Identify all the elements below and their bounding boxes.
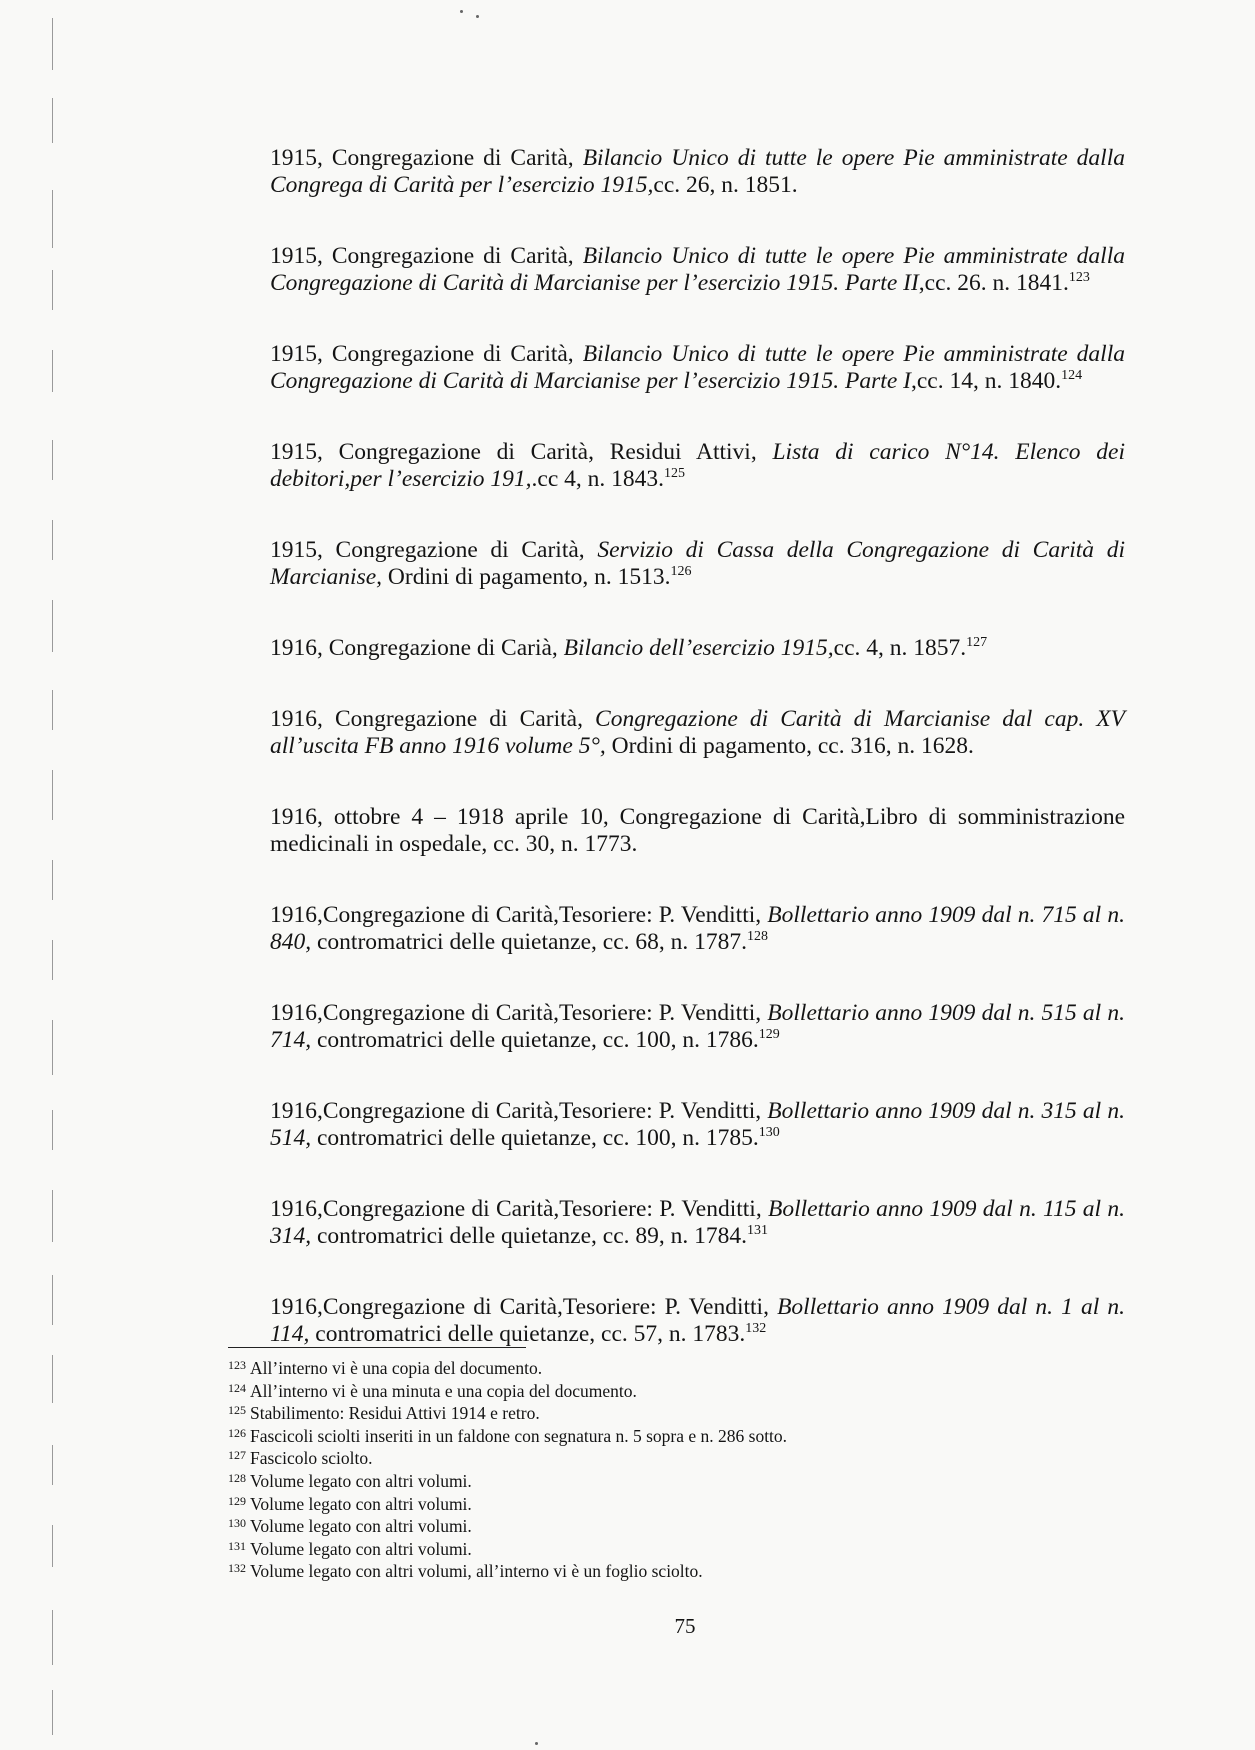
archive-entry: 1916,Congregazione di Carità,Tesoriere: P. Venditti, Bollettario anno 1909 dal n. 1 al n. 114, contromatrici delle quietanze, cc. 57, n. 1783.$^{132}$ <box>270 1294 1125 1347</box>
footnote: $^{123}$ All’interno vi è una copia del documento. <box>228 1358 543 1378</box>
archive-entry-list <box>270 145 1125 1392</box>
binding-mark <box>52 520 53 560</box>
footnote-number: 126 <box>228 1425 246 1440</box>
binding-mark <box>52 270 53 310</box>
binding-mark <box>52 1445 53 1485</box>
footnote: $^{132}$ Volume legato con altri volumi, all’interno vi è un foglio sciolto. <box>228 1561 703 1582</box>
archive-entry: 1915, Congregazione di Carità, Bilancio Unico di tutte le opere Pie amministrate dalla Congregazione di Carità di Marcianise per l’esercizio 1915. Parte II,cc. 26. n. 1841.$^{123}$ <box>270 243 1125 296</box>
footnote-number: 129 <box>228 1493 246 1508</box>
archive-entry: 1916,Congregazione di Carità,Tesoriere: P. Venditti, Bollettario anno 1909 dal n. 315 al n. 514, contromatrici delle quietanze, cc. 100, n. 1785.$^{130}$ <box>270 1098 1125 1151</box>
footnote-number: 132 <box>228 1561 246 1576</box>
binding-mark <box>52 190 53 248</box>
binding-mark <box>52 860 53 900</box>
footnote-separator <box>228 1347 526 1348</box>
binding-mark <box>52 98 53 143</box>
archive-entry: 1916,Congregazione di Carità,Tesoriere: P. Venditti, Bollettario anno 1909 dal n. 115 al n. 314, contromatrici delle quietanze, cc. 89, n. 1784.$^{131}$ <box>270 1196 1126 1249</box>
binding-mark <box>52 690 53 730</box>
binding-mark <box>52 1355 53 1403</box>
binding-mark <box>52 1020 53 1075</box>
binding-mark <box>52 940 53 980</box>
footnote: $^{126}$ Fascicoli sciolti inseriti in un faldone con segnatura n. 5 sopra e n. 286 sotto. <box>228 1425 788 1446</box>
footnote-ref: 124 <box>1061 368 1083 384</box>
binding-mark <box>52 1275 53 1325</box>
binding-mark <box>52 1525 53 1567</box>
archive-entry: 1916, Congregazione di Carià, Bilancio dell’esercizio 1915,cc. 4, n. 1857.$^{127}$ <box>270 635 988 661</box>
archive-entry: 1916,Congregazione di Carità,Tesoriere: P. Venditti, Bollettario anno 1909 dal n. 515 al n. 714, contromatrici delle quietanze, cc. 100, n. 1786.$^{129}$ <box>270 1000 1125 1053</box>
archive-entry: 1915, Congregazione di Carità, Servizio di Cassa della Congregazione di Carità di Marcianise, Ordini di pagamento, n. 1513.$^{126}$ <box>270 537 1125 590</box>
footnote-ref: 125 <box>664 466 686 482</box>
footnote: $^{130}$ Volume legato con altri volumi. <box>228 1516 472 1537</box>
binding-mark <box>52 600 53 652</box>
binding-mark <box>52 1190 53 1242</box>
footnote-ref: 126 <box>670 564 692 580</box>
footnote-number: 131 <box>228 1538 246 1553</box>
footnote-number: 123 <box>228 1358 246 1372</box>
footnote-ref: 129 <box>758 1027 780 1043</box>
binding-mark <box>52 1690 53 1735</box>
footnote-number: 128 <box>228 1470 246 1485</box>
footnote-number: 124 <box>228 1380 246 1395</box>
footnote: $^{128}$ Volume legato con altri volumi. <box>228 1470 472 1491</box>
scan-speck <box>476 15 479 18</box>
archive-entry: 1915, Congregazione di Carità, Bilancio Unico di tutte le opere Pie amministrate dalla Congregazione di Carità di Marcianise per l’esercizio 1915. Parte I,cc. 14, n. 1840.$^{124}$ <box>270 341 1125 394</box>
binding-mark <box>52 350 53 392</box>
archive-entry: 1915, Congregazione di Carità, Bilancio Unico di tutte le opere Pie amministrate dalla Congrega di Carità per l’esercizio 1915,cc. 26, n. 1851. <box>270 145 1125 198</box>
archive-entry: 1916,Congregazione di Carità,Tesoriere: P. Venditti, Bollettario anno 1909 dal n. 715 al n. 840, contromatrici delle quietanze, cc. 68, n. 1787.$^{128}$ <box>270 902 1125 955</box>
footnote: $^{129}$ Volume legato con altri volumi. <box>228 1493 472 1514</box>
binding-mark <box>52 440 53 480</box>
binding-mark <box>52 1110 53 1150</box>
footnote: $^{125}$ Stabilimento: Residui Attivi 1914 e retro. <box>228 1403 540 1424</box>
footnote-ref: 132 <box>745 1321 767 1337</box>
footnote: $^{124}$ All’interno vi è una minuta e una copia del documento. <box>228 1380 637 1401</box>
footnote-ref: 127 <box>966 635 988 651</box>
footnote: $^{131}$ Volume legato con altri volumi. <box>228 1538 472 1559</box>
binding-mark <box>52 18 53 70</box>
footnote-ref: 130 <box>758 1125 780 1141</box>
footnote-number: 127 <box>228 1448 246 1463</box>
footnote-ref: 131 <box>747 1223 769 1239</box>
binding-mark <box>52 770 53 820</box>
footnotes <box>228 1357 1028 1583</box>
scan-speck <box>535 1742 538 1745</box>
footnote-number: 125 <box>228 1403 246 1418</box>
scan-speck <box>460 10 463 13</box>
footnote-ref: 128 <box>747 929 769 945</box>
footnote-number: 130 <box>228 1516 246 1531</box>
archive-entry: 1915, Congregazione di Carità, Residui Attivi, Lista di carico N°14. Elenco dei debitori,per l’esercizio 191,.cc 4, n. 1843.$^{125}$ <box>270 439 1125 492</box>
archive-entry: 1916, ottobre 4 – 1918 aprile 10, Congregazione di Carità,Libro di somministrazione medicinali in ospedale, cc. 30, n. 1773. <box>270 804 1125 857</box>
page-number: 75 <box>674 1614 696 1638</box>
archive-entry: 1916, Congregazione di Carità, Congregazione di Carità di Marcianise dal cap. XV all’uscita FB anno 1916 volume 5°, Ordini di pagamento, cc. 316, n. 1628. <box>270 706 1125 759</box>
footnote-ref: 123 <box>1068 270 1090 286</box>
footnote: $^{127}$ Fascicolo sciolto. <box>228 1448 373 1469</box>
